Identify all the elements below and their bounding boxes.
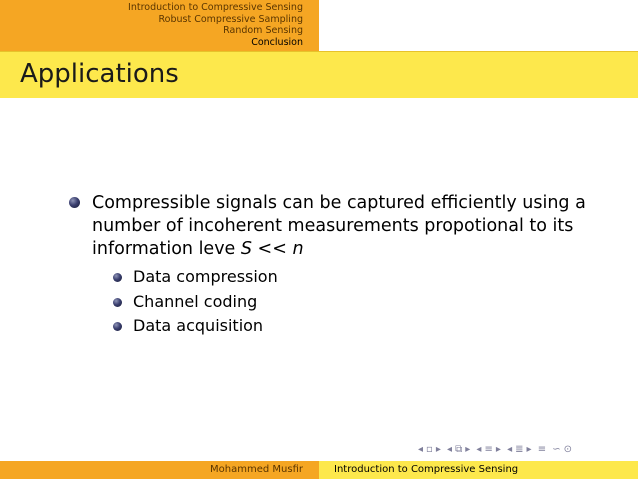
- section-navigation: [128, 2, 303, 48]
- document-icon[interactable]: ≣: [515, 444, 524, 455]
- nav-section-conclusion[interactable]: Conclusion: [251, 36, 303, 48]
- main-item-line-3: [92, 238, 304, 261]
- zoom-icon[interactable]: ⊙: [563, 444, 573, 455]
- previous-frame-icon[interactable]: ▫: [426, 444, 433, 455]
- search-icon[interactable]: ∽: [552, 444, 561, 455]
- next-frame-icon[interactable]: ▸: [435, 444, 441, 455]
- footer-title: Introduction to Compressive Sensing: [334, 464, 519, 475]
- main-item-line-1: Compressible signals can be captured efficiently using a: [92, 193, 586, 213]
- headline-bar: [0, 0, 638, 51]
- sub-item-channel-coding: Channel coding: [133, 292, 258, 311]
- align-icon[interactable]: ≡: [537, 444, 547, 455]
- main-item-line-3-text: information leve: [92, 239, 241, 259]
- previous-subsection-icon[interactable]: ◂: [447, 444, 453, 455]
- sub-bullet-icon: [113, 322, 122, 331]
- frame-title: Applications: [20, 59, 179, 89]
- next-subsection-icon[interactable]: ▸: [465, 444, 471, 455]
- next-document-icon[interactable]: ▸: [526, 444, 532, 455]
- sub-item-data-acquisition: Data acquisition: [133, 316, 264, 335]
- math-expression: S << n: [240, 239, 304, 259]
- section-icon[interactable]: ≡: [484, 444, 493, 455]
- previous-document-icon[interactable]: ◂: [507, 444, 513, 455]
- nav-section-introduction[interactable]: Introduction to Compressive Sensing: [128, 2, 303, 13]
- beamer-navigation-symbols: [418, 444, 575, 458]
- previous-section-icon[interactable]: ◂: [476, 444, 482, 455]
- bullet-icon: [69, 197, 80, 208]
- sub-bullet-icon: [113, 298, 122, 307]
- first-frame-icon[interactable]: ◂: [418, 444, 424, 455]
- main-item-line-2: number of incoherent measurements propotional to its: [92, 216, 574, 236]
- headline-right: [319, 0, 638, 51]
- sub-item-data-compression: Data compression: [133, 267, 278, 286]
- footer-author: Mohammed Musfir: [210, 464, 303, 475]
- next-section-icon[interactable]: ▸: [495, 444, 501, 455]
- nav-section-robust-sampling[interactable]: Robust Compressive Sampling: [158, 13, 303, 25]
- footer-bar: [0, 461, 638, 479]
- frames-icon[interactable]: ⧉: [455, 444, 463, 455]
- sub-bullet-icon: [113, 273, 122, 282]
- nav-section-random-sensing[interactable]: Random Sensing: [223, 25, 303, 36]
